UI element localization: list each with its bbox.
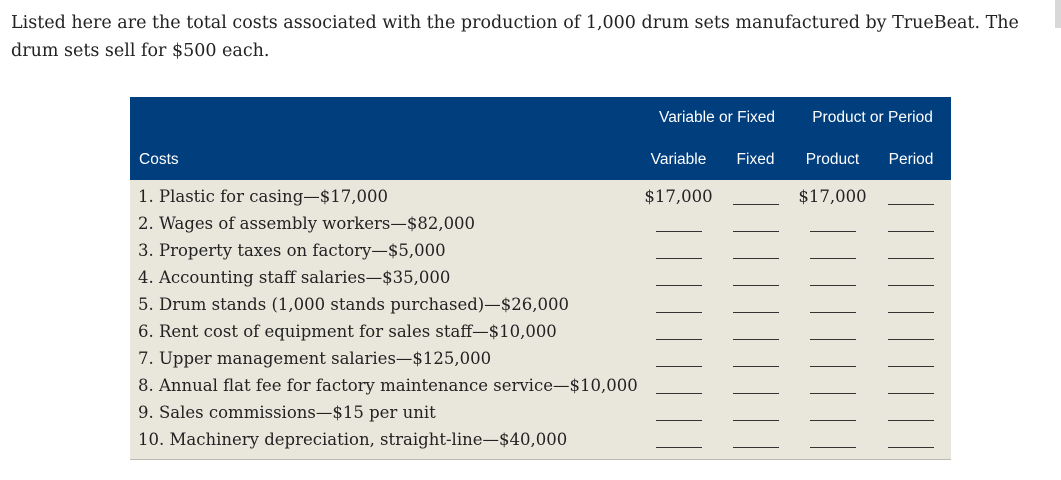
answer-blank-line[interactable] (733, 447, 779, 448)
answer-blank-line[interactable] (656, 339, 702, 340)
fixed-answer-blank[interactable] (717, 318, 794, 345)
fixed-answer-blank[interactable] (717, 180, 794, 210)
product-answer-blank[interactable] (794, 291, 871, 318)
product-answer-blank[interactable] (794, 426, 871, 460)
answer-blank-line[interactable] (656, 312, 702, 313)
fixed-answer-blank[interactable] (717, 210, 794, 237)
answer-blank-line[interactable] (888, 420, 934, 421)
period-answer-blank[interactable] (871, 399, 951, 426)
variable-answer-value: $17,000 (644, 187, 713, 206)
table-row (130, 318, 951, 345)
answer-blank-line[interactable] (656, 285, 702, 286)
fixed-answer-blank[interactable] (717, 345, 794, 372)
product-answer-blank[interactable] (794, 237, 871, 264)
answer-blank-line[interactable] (810, 312, 856, 313)
column-header-period: Period (871, 139, 951, 180)
answer-blank-line[interactable] (810, 447, 856, 448)
period-answer-blank[interactable] (871, 291, 951, 318)
cost-item-label: 5. Drum stands (1,000 stands purchased)—$26,000 (130, 291, 640, 318)
answer-blank-line[interactable] (888, 393, 934, 394)
table-row (130, 180, 951, 210)
table-row (130, 291, 951, 318)
product-answer-blank[interactable] (794, 210, 871, 237)
answer-blank-line[interactable] (733, 339, 779, 340)
table-row (130, 426, 951, 460)
answer-blank-line[interactable] (888, 339, 934, 340)
answer-blank-line[interactable] (733, 366, 779, 367)
period-answer-blank[interactable] (871, 180, 951, 210)
variable-answer-blank[interactable] (640, 318, 717, 345)
variable-answer-blank[interactable] (640, 237, 717, 264)
product-answer-blank[interactable] (794, 318, 871, 345)
answer-blank-line[interactable] (656, 420, 702, 421)
table-row (130, 345, 951, 372)
variable-answer-blank[interactable] (640, 291, 717, 318)
cost-item-label: 6. Rent cost of equipment for sales staff—$10,000 (130, 318, 640, 345)
answer-blank-line[interactable] (733, 420, 779, 421)
answer-blank-line[interactable] (733, 285, 779, 286)
period-answer-blank[interactable] (871, 237, 951, 264)
answer-blank-line[interactable] (656, 366, 702, 367)
answer-blank-line[interactable] (810, 258, 856, 259)
answer-blank-line[interactable] (888, 447, 934, 448)
answer-blank-line[interactable] (888, 258, 934, 259)
table-row (130, 399, 951, 426)
column-header-row (130, 139, 951, 180)
table-row (130, 264, 951, 291)
variable-answer-blank[interactable] (640, 210, 717, 237)
cost-item-label: 4. Accounting staff salaries—$35,000 (130, 264, 640, 291)
cost-item-label: 2. Wages of assembly workers—$82,000 (130, 210, 640, 237)
fixed-answer-blank[interactable] (717, 426, 794, 460)
variable-answer[interactable] (640, 180, 717, 210)
period-answer-blank[interactable] (871, 210, 951, 237)
answer-blank-line[interactable] (810, 393, 856, 394)
answer-blank-line[interactable] (810, 339, 856, 340)
cost-item-label: 7. Upper management salaries—$125,000 (130, 345, 640, 372)
answer-blank-line[interactable] (733, 312, 779, 313)
answer-blank-line[interactable] (888, 204, 934, 205)
answer-blank-line[interactable] (733, 258, 779, 259)
answer-blank-line[interactable] (656, 447, 702, 448)
answer-blank-line[interactable] (888, 285, 934, 286)
problem-intro: Listed here are the total costs associated with the production of 1,000 drum sets manufactured by TrueBeat. The drum sets sell for $500 each. (11, 13, 1019, 61)
cost-item-label: 3. Property taxes on factory—$5,000 (130, 237, 640, 264)
answer-blank-line[interactable] (656, 393, 702, 394)
cost-classification-table (130, 97, 951, 460)
answer-blank-line[interactable] (810, 420, 856, 421)
period-answer-blank[interactable] (871, 318, 951, 345)
answer-blank-line[interactable] (656, 231, 702, 232)
fixed-answer-blank[interactable] (717, 291, 794, 318)
column-header-variable: Variable (640, 139, 717, 180)
product-answer-blank[interactable] (794, 345, 871, 372)
variable-answer-blank[interactable] (640, 345, 717, 372)
product-answer-blank[interactable] (794, 264, 871, 291)
group-header-row (130, 97, 951, 139)
cost-item-label: 1. Plastic for casing—$17,000 (130, 180, 640, 210)
group-header-product-period: Product or Period (794, 97, 951, 139)
cost-item-label: 8. Annual flat fee for factory maintenance service—$10,000 (130, 372, 640, 399)
answer-blank-line[interactable] (733, 204, 779, 205)
table-row (130, 237, 951, 264)
fixed-answer-blank[interactable] (717, 399, 794, 426)
answer-blank-line[interactable] (656, 258, 702, 259)
variable-answer-blank[interactable] (640, 399, 717, 426)
group-header-variable-fixed: Variable or Fixed (640, 97, 794, 139)
answer-blank-line[interactable] (888, 312, 934, 313)
fixed-answer-blank[interactable] (717, 237, 794, 264)
answer-blank-line[interactable] (888, 366, 934, 367)
cost-item-label: 9. Sales commissions—$15 per unit (130, 399, 640, 426)
period-answer-blank[interactable] (871, 345, 951, 372)
period-answer-blank[interactable] (871, 264, 951, 291)
period-answer-blank[interactable] (871, 372, 951, 399)
answer-blank-line[interactable] (888, 231, 934, 232)
scrollbar-edge (1055, 0, 1061, 28)
answer-blank-line[interactable] (733, 393, 779, 394)
column-header-costs: Costs (130, 139, 640, 180)
period-answer-blank[interactable] (871, 426, 951, 460)
variable-answer-blank[interactable] (640, 426, 717, 460)
table-row (130, 372, 951, 399)
header-spacer (130, 97, 640, 139)
answer-blank-line[interactable] (810, 366, 856, 367)
cost-item-label: 10. Machinery depreciation, straight-line—$40,000 (130, 426, 640, 460)
answer-blank-line[interactable] (810, 231, 856, 232)
variable-answer-blank[interactable] (640, 372, 717, 399)
answer-blank-line[interactable] (733, 231, 779, 232)
product-answer[interactable] (794, 180, 871, 210)
column-header-product: Product (794, 139, 871, 180)
product-answer-value: $17,000 (798, 187, 867, 206)
table-row (130, 210, 951, 237)
column-header-fixed: Fixed (717, 139, 794, 180)
fixed-answer-blank[interactable] (717, 264, 794, 291)
fixed-answer-blank[interactable] (717, 372, 794, 399)
product-answer-blank[interactable] (794, 399, 871, 426)
variable-answer-blank[interactable] (640, 264, 717, 291)
answer-blank-line[interactable] (810, 285, 856, 286)
product-answer-blank[interactable] (794, 372, 871, 399)
